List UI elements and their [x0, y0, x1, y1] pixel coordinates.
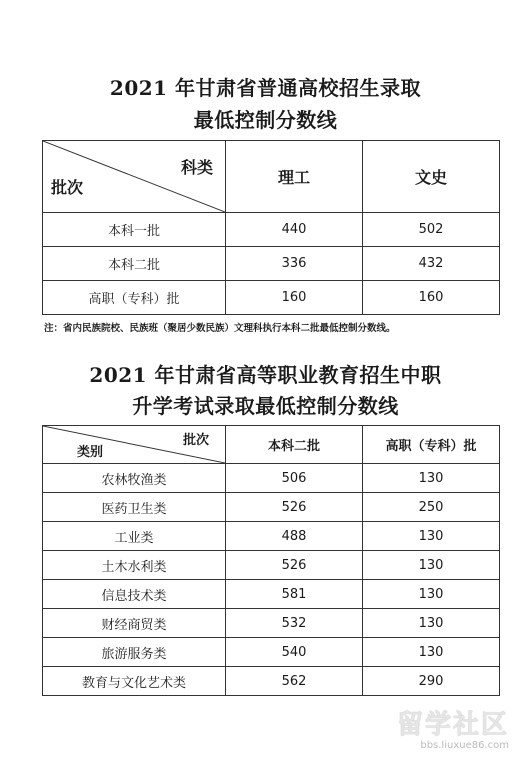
score-cell: 526 [226, 551, 363, 580]
score-cell: 130 [363, 551, 500, 580]
score-cell: 250 [363, 493, 500, 522]
table-row [43, 609, 500, 638]
column-header-science: 理工 [226, 141, 363, 213]
table-row [43, 493, 500, 522]
score-cell: 290 [363, 667, 500, 696]
row-label: 信息技术类 [43, 580, 226, 609]
row-label: 农林牧渔类 [43, 464, 226, 493]
table-row [43, 464, 500, 493]
row-label: 医药卫生类 [43, 493, 226, 522]
corner-header-cell [43, 426, 226, 464]
corner-label-batch: 批次 [182, 433, 209, 448]
score-cell: 336 [226, 247, 363, 281]
score-cell: 502 [363, 213, 500, 247]
row-label: 土木水利类 [43, 551, 226, 580]
score-cell: 160 [226, 281, 363, 315]
score-cell: 440 [226, 213, 363, 247]
title-1-line-2: 最低控制分数线 [193, 108, 338, 132]
table-row [43, 667, 500, 696]
score-cell: 130 [363, 609, 500, 638]
watermark-url: bbs.liuxue86.com [420, 740, 509, 751]
watermark [369, 710, 509, 751]
score-cell: 130 [363, 580, 500, 609]
corner-header-cell [43, 141, 226, 213]
table-row [43, 281, 500, 315]
corner-label-subject: 科类 [180, 158, 213, 177]
table-row [43, 580, 500, 609]
table-row [43, 247, 500, 281]
title-1-line-1: 2021 年甘肃省普通高校招生录取 [109, 76, 422, 100]
score-cell: 540 [226, 638, 363, 667]
table-row [43, 638, 500, 667]
score-cell: 160 [363, 281, 500, 315]
watermark-logo: 留学社区 [396, 710, 509, 740]
score-cell: 581 [226, 580, 363, 609]
score-cell: 526 [226, 493, 363, 522]
table-row [43, 551, 500, 580]
table-row [43, 213, 500, 247]
score-cell: 532 [226, 609, 363, 638]
row-label: 高职（专科）批 [43, 281, 226, 315]
row-label: 财经商贸类 [43, 609, 226, 638]
corner-label-batch: 批次 [51, 178, 84, 197]
score-cell: 130 [363, 638, 500, 667]
title-2-line-2: 升学考试录取最低控制分数线 [132, 394, 399, 418]
corner-label-category: 类别 [77, 445, 104, 460]
row-label: 本科二批 [43, 247, 226, 281]
score-cell: 130 [363, 522, 500, 551]
row-label: 工业类 [43, 522, 226, 551]
vocational-score-table [42, 425, 500, 696]
column-header-undergrad-2: 本科二批 [226, 426, 363, 464]
title-2-line-1: 2021 年甘肃省高等职业教育招生中职 [89, 363, 442, 387]
column-header-arts: 文史 [363, 141, 500, 213]
admission-score-table [42, 140, 500, 315]
row-label: 本科一批 [43, 213, 226, 247]
score-cell: 130 [363, 464, 500, 493]
footnote: 注：省内民族院校、民族班（聚居少数民族）文理科执行本科二批最低控制分数线。 [44, 323, 396, 334]
row-label: 教育与文化艺术类 [43, 667, 226, 696]
score-cell: 432 [363, 247, 500, 281]
score-cell: 488 [226, 522, 363, 551]
column-header-vocational: 高职（专科）批 [363, 426, 500, 464]
score-cell: 562 [226, 667, 363, 696]
table-row [43, 522, 500, 551]
row-label: 旅游服务类 [43, 638, 226, 667]
score-cell: 506 [226, 464, 363, 493]
